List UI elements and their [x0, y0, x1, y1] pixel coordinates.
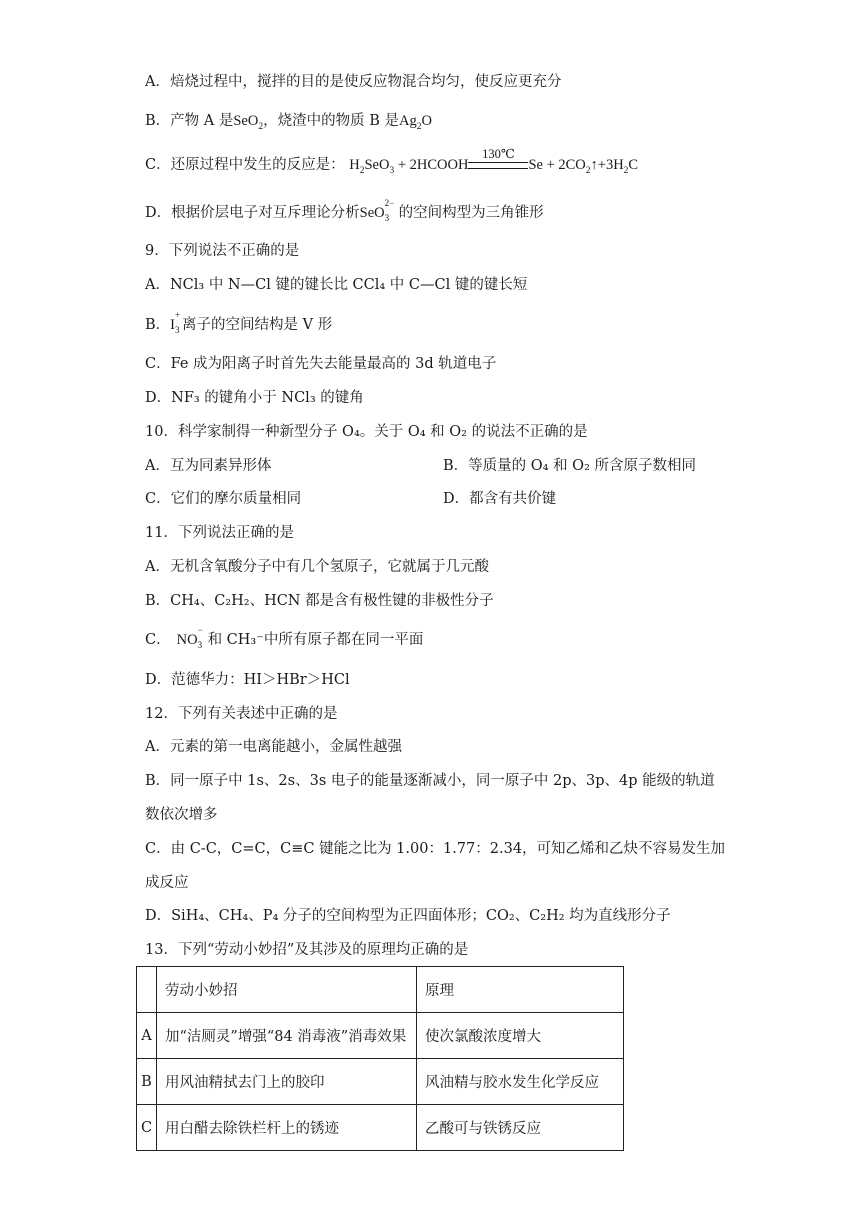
table-header-key — [137, 967, 157, 1013]
q8-option-c — [145, 147, 639, 176]
option-text: 还原过程中发生的反应是： — [170, 157, 345, 173]
formula-seo2 — [233, 113, 264, 132]
option-letter: D． — [145, 205, 172, 221]
formula-subscript: 3 — [197, 640, 203, 650]
formula-base: C — [628, 157, 639, 173]
formula-subscript: 2 — [359, 165, 365, 176]
formula-base: SeO — [233, 113, 259, 129]
q10-option-c: C．它们的摩尔质量相同 — [145, 491, 302, 507]
option-letter: C． — [145, 157, 171, 173]
q9-option-a: A．NCl₃ 中 N—Cl 键的键长比 CCl₄ 中 C—Cl 键的键长短 — [145, 277, 528, 293]
q12-option-b-line2: 数依次增多 — [145, 807, 218, 823]
q11-option-b: B．CH₄、C₂H₂、HCN 都是含有极性键的非极性分子 — [145, 593, 494, 609]
row-key: A — [137, 1013, 157, 1059]
option-text: 和 CH₃⁻中所有原子都在同一平面 — [207, 632, 424, 648]
reaction-equation — [349, 147, 639, 176]
formula-base: SeO — [364, 157, 390, 173]
ion-i3 — [170, 310, 181, 335]
q10-stem: 10．科学家制得一种新型分子 O₄。关于 O₄ 和 O₂ 的说法不正确的是 — [145, 424, 588, 440]
row-key: C — [137, 1105, 157, 1151]
q10-option-a: A．互为同素异形体 — [145, 458, 272, 474]
row-key: B — [137, 1059, 157, 1105]
formula-base: I — [170, 317, 175, 333]
option-letter: B． — [145, 113, 171, 129]
formula-superscript: − — [197, 625, 203, 635]
formula-subscript: 2 — [585, 165, 591, 176]
formula-subscript: 2 — [258, 121, 264, 132]
option-text: 焙烧过程中，搅拌的目的是使反应物混合均匀，使反应更充分 — [169, 74, 562, 90]
option-text: ，烧渣中的物质 B 是 — [263, 113, 399, 129]
formula-base: H — [349, 157, 360, 173]
table-header-trick: 劳动小妙招 — [157, 967, 417, 1013]
reaction-condition: 130℃ — [482, 147, 515, 161]
q12-option-d: D．SiH₄、CH₄、P₄ 分子的空间构型为正四面体形；CO₂、C₂H₂ 均为直线形分子 — [145, 908, 671, 924]
q12-option-c-line2: 成反应 — [145, 875, 189, 891]
formula-base: Ag — [398, 113, 417, 129]
q11-stem: 11．下列说法正确的是 — [145, 525, 294, 541]
formula-superscript: 2− — [384, 198, 395, 208]
formula-subscript: 3 — [175, 325, 180, 335]
formula-base: NO — [176, 632, 198, 648]
q9-option-d: D．NF₃ 的键角小于 NCl₃ 的键角 — [145, 390, 364, 406]
option-text: 产物 A 是 — [170, 113, 234, 129]
formula-base: ↑+3H — [590, 157, 624, 173]
formula-base: O — [421, 113, 432, 129]
formula-ag2o — [398, 113, 432, 132]
formula-base: + 2HCOOH — [394, 157, 469, 173]
row-trick: 用风油精拭去门上的胶印 — [157, 1059, 417, 1105]
q9-option-c: C．Fe 成为阳离子时首先失去能量最高的 3d 轨道电子 — [145, 356, 497, 372]
formula-subscript: 2 — [416, 121, 422, 132]
q8-option-a — [145, 72, 561, 92]
formula-base: SeO — [359, 205, 385, 221]
option-letter: B． — [145, 317, 171, 333]
q9-option-b — [145, 310, 333, 335]
ion-seo3 — [359, 198, 395, 223]
formula-base: Se + 2CO — [528, 157, 586, 173]
formula-subscript: 3 — [384, 213, 390, 223]
q9-stem: 9．下列说法不正确的是 — [145, 243, 300, 259]
table-header-row — [137, 967, 624, 1013]
q10-option-b: B．等质量的 O₄ 和 O₂ 所含原子数相同 — [443, 458, 696, 474]
option-text: 的空间构型为三角锥形 — [398, 205, 544, 221]
q13-stem: 13．下列“劳动小妙招”及其涉及的原理均正确的是 — [145, 942, 469, 958]
option-text: 离子的空间结构是 V 形 — [182, 317, 333, 333]
row-trick: 加“洁厕灵”增强“84 消毒液”消毒效果 — [157, 1013, 417, 1059]
row-principle: 风油精与胶水发生化学反应 — [417, 1059, 624, 1105]
q11-option-c — [145, 625, 424, 650]
q12-option-a: A．元素的第一电离能越小，金属性越强 — [145, 739, 402, 755]
formula-subscript: 3 — [389, 165, 395, 176]
reaction-condition-arrow — [468, 147, 528, 169]
table-row — [137, 1059, 624, 1105]
q8-option-b — [145, 111, 432, 131]
q8-option-d — [145, 198, 544, 223]
row-trick: 用白醋去除铁栏杆上的锈迹 — [157, 1105, 417, 1151]
table-row — [137, 1013, 624, 1059]
q12-option-b-line1: B．同一原子中 1s、2s、3s 电子的能量逐渐减小，同一原子中 2p、3p、4p 能级的轨道 — [145, 773, 715, 789]
option-text: 根据价层电子对互斥理论分析 — [171, 205, 360, 221]
ion-no3 — [176, 625, 203, 650]
table-row — [137, 1105, 624, 1151]
table-header-principle: 原理 — [417, 967, 624, 1013]
row-principle: 使次氯酸浓度增大 — [417, 1013, 624, 1059]
q11-option-a: A．无机含氧酸分子中有几个氢原子，它就属于几元酸 — [145, 559, 489, 575]
option-letter: C． — [145, 632, 171, 648]
option-letter: A． — [145, 74, 170, 90]
q13-table — [136, 966, 624, 1151]
row-principle: 乙酸可与铁锈反应 — [417, 1105, 624, 1151]
q12-stem: 12．下列有关表述中正确的是 — [145, 706, 338, 722]
q11-option-d: D．范德华力：HI＞HBr＞HCl — [145, 672, 350, 688]
formula-subscript: 2 — [623, 165, 629, 176]
q12-option-c-line1: C．由 C-C，C=C，C≡C 键能之比为 1.00：1.77：2.34，可知乙烯和乙炔不容易发生加 — [145, 841, 726, 857]
formula-superscript: + — [175, 310, 181, 320]
q10-option-d: D．都含有共价键 — [443, 491, 557, 507]
